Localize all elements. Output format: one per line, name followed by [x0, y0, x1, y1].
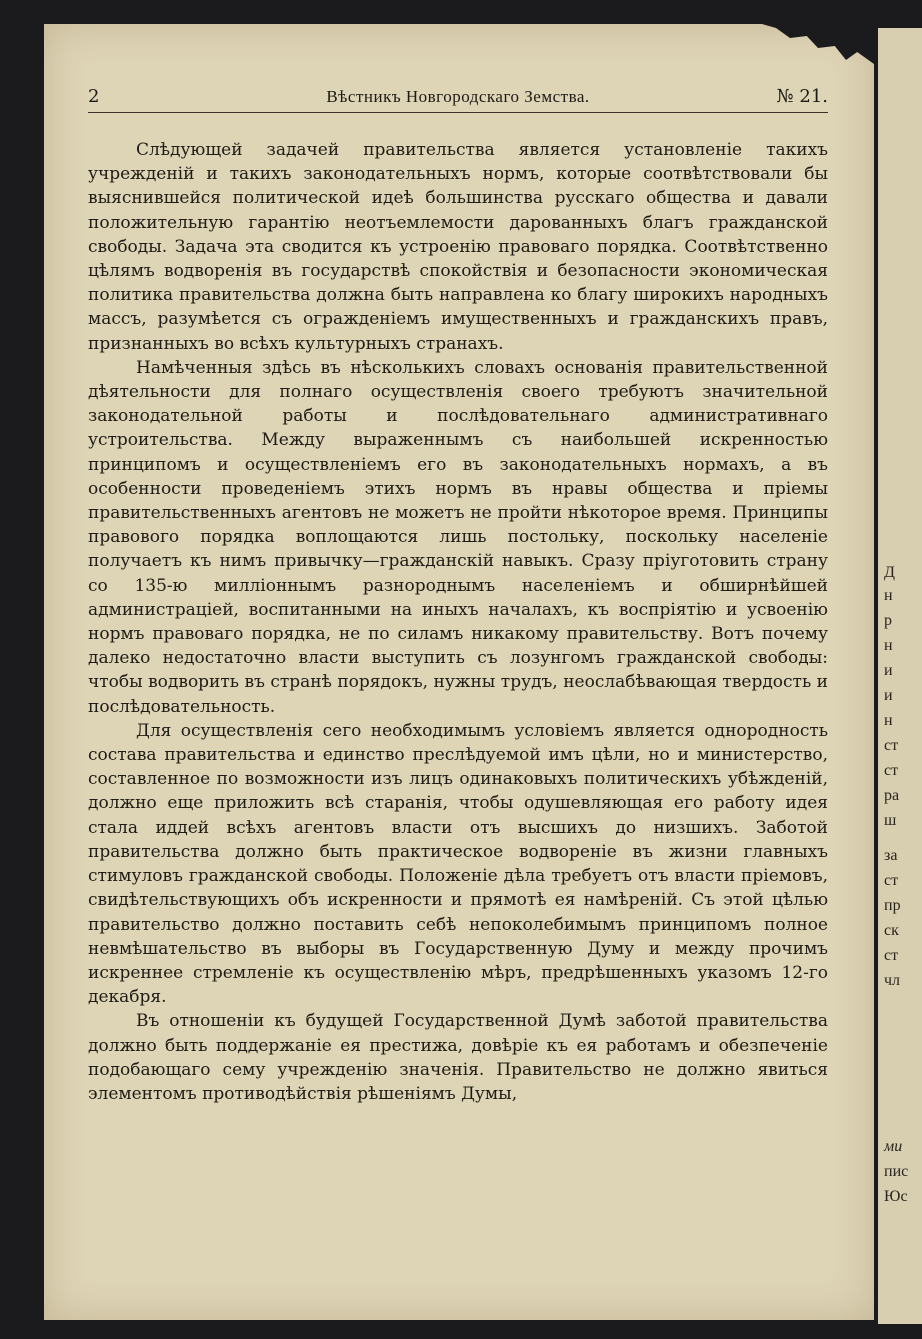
running-header — [88, 86, 828, 113]
adjacent-fragment: р — [884, 612, 892, 629]
adjacent-fragment: ра — [884, 787, 900, 804]
journal-title: Вѣстникъ Новгородскаго Земства. — [326, 87, 590, 106]
adjacent-fragment: ми — [884, 1138, 903, 1155]
adjacent-fragment: н — [884, 587, 893, 604]
issue-number: № 21. — [776, 86, 828, 107]
adjacent-page-edge — [878, 28, 922, 1324]
adjacent-fragment: и — [884, 662, 893, 679]
adjacent-fragment: пис — [884, 1163, 909, 1180]
paragraph: Слѣдующей задачей правительства является установленіе такихъ учрежденій и такихъ законодательныхъ нормъ, которые соотвѣтствовали бы выяснившейся политической идеѣ большинства русскаго общества и давали положительную гарантію неотъемлемости дарованныхъ благъ гражданской свободы. Задача эта сводится къ устроенію правоваго порядка. Соотвѣтственно цѣлямъ водворенія въ государствѣ спокойствія и безопасности экономическая политика правительства должна быть направлена ко благу широкихъ народныхъ массъ, разумѣется съ огражденіемъ имущественныхъ и гражданскихъ правъ, признанныхъ во всѣхъ культурныхъ странахъ. — [88, 140, 828, 354]
adjacent-fragment: ск — [884, 922, 899, 939]
adjacent-fragment: за — [884, 847, 898, 864]
adjacent-fragment: и — [884, 687, 893, 704]
adjacent-fragment: ш — [884, 812, 897, 829]
adjacent-fragment: Д — [884, 564, 895, 581]
adjacent-fragment: ст — [884, 947, 899, 964]
adjacent-fragment: ст — [884, 737, 899, 754]
paragraph: Намѣченныя здѣсь въ нѣсколькихъ словахъ основанія правительственной дѣятельности для полнаго осуществленія своего требуютъ значительной законодательной работы и послѣдовательнаго административнаго устроительства. Между выраженнымъ съ наибольшей искренностью принципомъ и осуществленіемъ его въ законодательныхъ нормахъ, а въ особенности проведеніемъ этихъ нормъ въ нравы общества и пріемы правительственныхъ агентовъ не можетъ не пройти нѣкоторое время. Принципы правового порядка воплощаются лишь постольку, поскольку населеніе получаетъ къ нимъ привычку—гражданскій навыкъ. Сразу пріуготовить страну со 135-ю милліоннымъ разнороднымъ населеніемъ и обширнѣйшей администраціей, воспитанными на иныхъ началахъ, къ воспріятію и усвоенію нормъ правоваго порядка, не по силамъ никакому правительству. Вотъ почему далеко недостаточно власти выступить съ лозунгомъ гражданской свободы: чтобы водворить въ странѣ порядокъ, нужны трудъ, неослабѣвающая твердость и послѣдовательность. — [88, 357, 828, 717]
adjacent-fragment: ст — [884, 872, 899, 889]
adjacent-fragment: н — [884, 712, 893, 729]
adjacent-fragment: Юс — [884, 1188, 908, 1205]
body-text — [88, 138, 828, 1106]
page-number: 2 — [88, 86, 100, 107]
paragraph: Въ отношеніи къ будущей Государственной Думѣ заботой правительства должно быть поддержаніе ея престижа, довѣріе къ ея работамъ и обезпеченіе подобающаго сему учрежденію значенія. Правительство не должно явиться элементомъ противодѣйствія рѣшеніямъ Думы, — [88, 1011, 828, 1104]
torn-corner — [734, 24, 874, 64]
adjacent-fragment: пр — [884, 897, 901, 914]
adjacent-fragment: н — [884, 637, 893, 654]
paragraph: Для осуществленія сего необходимымъ условіемъ является однородность состава правительства и единство преслѣдуемой имъ цѣли, но и министерство, составленное по возможности изъ лицъ одинаковыхъ политическихъ убѣжденій, должно еще приложить всѣ старанія, чтобы одушевляющая его работу идея стала иддей всѣхъ агентовъ власти отъ высшихъ до низшихъ. Заботой правительства должно быть практическое водвореніе въ жизни главныхъ стимуловъ гражданской свободы. Положеніе дѣла требуетъ отъ власти пріемовъ, свидѣтельствующихъ объ искренности и прямотѣ ея намѣреній. Съ этой цѣлью правительство должно поставить себѣ непоколебимымъ принципомъ полное невмѣшательство въ выборы въ Государственную Думу и между прочимъ искреннее стремленіе къ осуществленію мѣръ, предрѣшенныхъ указомъ 12-го декабря. — [88, 720, 828, 1008]
adjacent-fragment: чл — [884, 972, 901, 989]
adjacent-fragment: ст — [884, 762, 899, 779]
